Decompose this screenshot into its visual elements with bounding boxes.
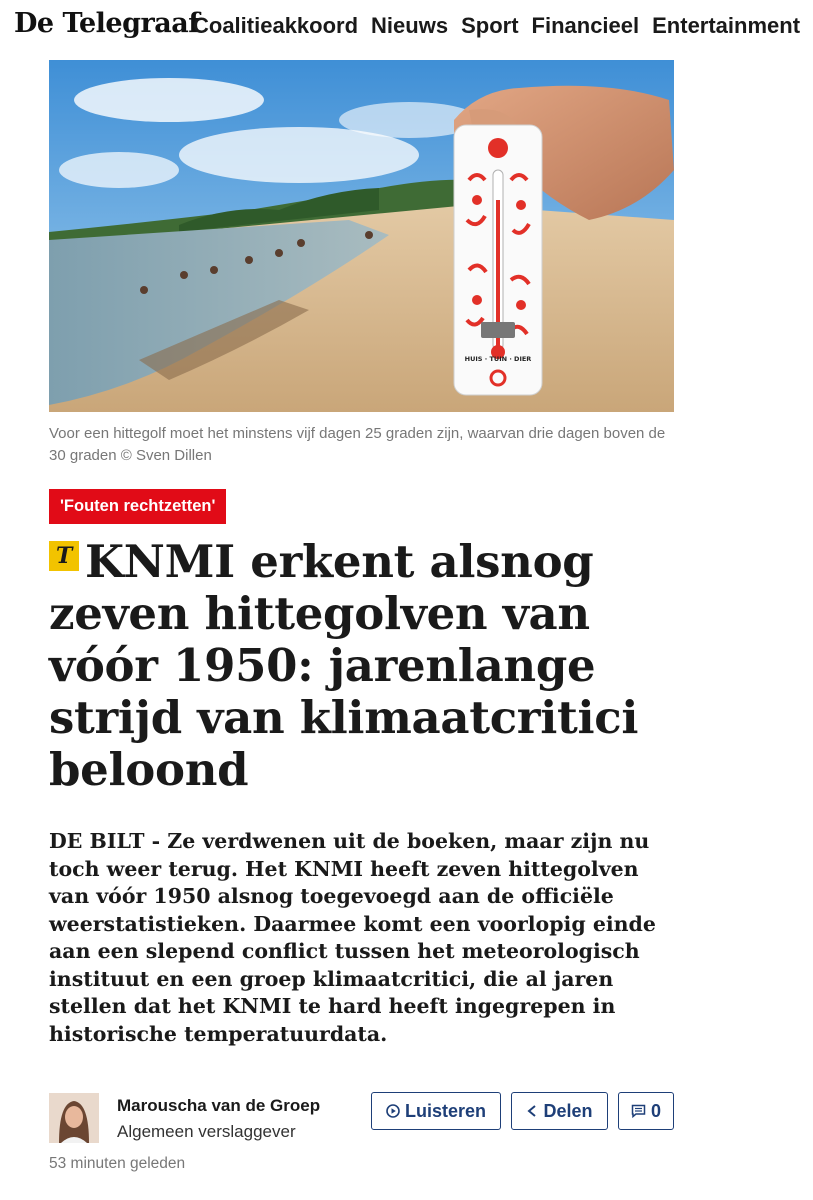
hero-image <box>49 60 674 412</box>
top-navigation <box>0 0 801 52</box>
publish-time: 53 minuten geleden <box>49 1155 186 1172</box>
nav-item-sport[interactable]: Sport <box>461 13 519 38</box>
site-logo[interactable]: De Telegraaf <box>14 8 200 39</box>
thermometer-brand: HUIS · TUIN · DIER <box>464 355 532 363</box>
author-role: Algemeen verslaggever <box>117 1122 296 1141</box>
nav-item-nieuws[interactable]: Nieuws <box>371 13 449 38</box>
nav-links <box>193 13 813 39</box>
listen-label: Luisteren <box>404 1101 487 1121</box>
badge-letter: T <box>55 543 73 569</box>
comments-count: 0 <box>650 1101 661 1121</box>
listen-button[interactable] <box>371 1092 501 1130</box>
article-intro: DE BILT - Ze verdwenen uit de boeken, maar zijn nu toch weer terug. Het KNMI heeft zeven hittegolven van vóór 1950 alsnog toegevoegd aan de officiële weerstatistieken. Daarmee komt een voorlopig einde aan een slepend conflict tussen het meteorologisch instituut en een groep klimaatcritici, die al jaren stellen dat het KNMI te hard heeft ingegrepen in historische temperatuurdata. <box>49 829 656 1046</box>
share-label: Delen <box>543 1101 593 1121</box>
author-avatar[interactable] <box>49 1093 99 1143</box>
share-icon <box>526 1104 538 1118</box>
nav-item-financieel[interactable]: Financieel <box>531 13 640 38</box>
comment-icon <box>631 1104 646 1118</box>
play-icon <box>386 1104 400 1118</box>
nav-item-coalitieakkoord[interactable]: Coalitieakkoord <box>193 13 359 38</box>
comments-button[interactable] <box>618 1092 674 1130</box>
share-button[interactable] <box>511 1092 608 1130</box>
article-headline <box>49 536 689 796</box>
author-name[interactable]: Marouscha van de Groep <box>117 1096 321 1115</box>
telegraaf-t-icon <box>49 541 79 571</box>
hero-photo-beach-thermometer <box>49 60 674 412</box>
image-caption: Voor een hittegolf moet het minstens vijf dagen 25 graden zijn, waarvan drie dagen boven de 30 graden © Sven Dillen <box>49 425 666 464</box>
article-tag: 'Fouten rechtzetten' <box>49 489 226 524</box>
nav-item-entertainment[interactable]: Entertainment <box>652 13 801 38</box>
headline-text: KNMI erkent alsnog zeven hittegolven van vóór 1950: jarenlange strijd van klimaatcritici beloond <box>49 535 639 796</box>
